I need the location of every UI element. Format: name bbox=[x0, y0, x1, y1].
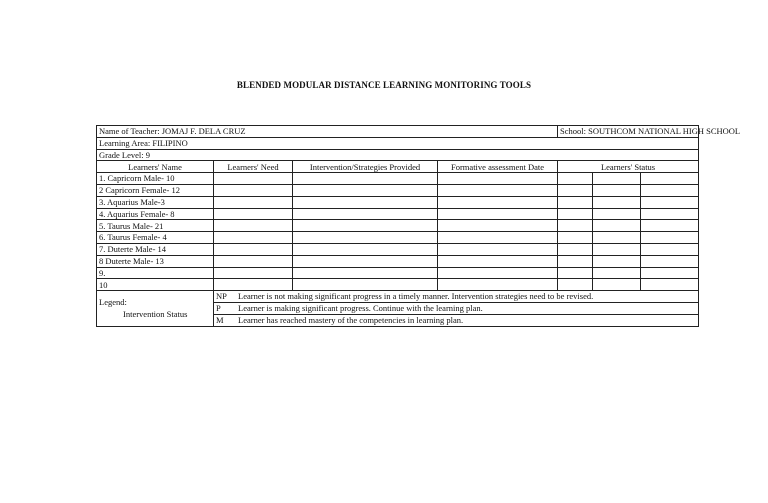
empty-cell bbox=[593, 173, 641, 185]
empty-cell bbox=[641, 279, 699, 291]
empty-cell bbox=[593, 220, 641, 232]
grade-level: Grade Level: 9 bbox=[97, 149, 699, 161]
empty-cell bbox=[641, 243, 699, 255]
learning-area: Learning Area: FILIPINO bbox=[97, 137, 699, 149]
empty-cell bbox=[641, 173, 699, 185]
empty-cell bbox=[214, 232, 293, 244]
empty-cell bbox=[641, 220, 699, 232]
legend-label-cell bbox=[97, 291, 214, 326]
learner-name: 10 bbox=[97, 279, 214, 291]
empty-cell bbox=[593, 243, 641, 255]
header-learners-status: Learners' Status bbox=[558, 161, 699, 173]
empty-cell bbox=[558, 184, 593, 196]
table-row bbox=[97, 232, 699, 244]
learner-name: 5. Taurus Male- 21 bbox=[97, 220, 214, 232]
empty-cell bbox=[593, 184, 641, 196]
empty-cell bbox=[214, 184, 293, 196]
empty-cell bbox=[438, 232, 558, 244]
empty-cell bbox=[558, 267, 593, 279]
empty-cell bbox=[593, 279, 641, 291]
teacher-school-row bbox=[97, 126, 699, 138]
learning-area-row bbox=[97, 137, 699, 149]
header-intervention: Intervention/Strategies Provided bbox=[293, 161, 438, 173]
empty-cell bbox=[641, 255, 699, 267]
empty-cell bbox=[593, 196, 641, 208]
empty-cell bbox=[293, 208, 438, 220]
empty-cell bbox=[593, 208, 641, 220]
empty-cell bbox=[438, 196, 558, 208]
table-row bbox=[97, 184, 699, 196]
legend-code: M bbox=[216, 314, 224, 325]
empty-cell bbox=[593, 232, 641, 244]
header-learners-need: Learners' Need bbox=[214, 161, 293, 173]
empty-cell bbox=[558, 208, 593, 220]
empty-cell bbox=[558, 196, 593, 208]
empty-cell bbox=[293, 243, 438, 255]
empty-cell bbox=[293, 232, 438, 244]
table-row bbox=[97, 255, 699, 267]
empty-cell bbox=[558, 232, 593, 244]
legend-text: Learner is not making significant progress in a timely manner. Intervention strategies need to be revised. bbox=[238, 291, 594, 302]
empty-cell bbox=[641, 196, 699, 208]
empty-cell bbox=[214, 196, 293, 208]
legend-label: Legend: bbox=[99, 297, 127, 308]
empty-cell bbox=[641, 267, 699, 279]
empty-cell bbox=[293, 267, 438, 279]
empty-cell bbox=[214, 173, 293, 185]
monitoring-table bbox=[96, 125, 741, 327]
empty-cell bbox=[593, 267, 641, 279]
legend-row bbox=[97, 291, 699, 303]
empty-cell bbox=[438, 243, 558, 255]
learner-name: 1. Capricorn Male- 10 bbox=[97, 173, 214, 185]
teacher-name: Name of Teacher: JOMAJ F. DELA CRUZ bbox=[97, 126, 558, 138]
empty-cell bbox=[214, 208, 293, 220]
header-formative-date: Formative assessment Date bbox=[438, 161, 558, 173]
empty-cell bbox=[641, 232, 699, 244]
header-learners-name: Learners' Name bbox=[97, 161, 214, 173]
table-row bbox=[97, 208, 699, 220]
empty-cell bbox=[293, 220, 438, 232]
learner-name: 6. Taurus Female- 4 bbox=[97, 232, 214, 244]
learner-name: 7. Duterte Male- 14 bbox=[97, 243, 214, 255]
empty-cell bbox=[438, 267, 558, 279]
legend-item-p bbox=[214, 302, 699, 314]
grade-level-row bbox=[97, 149, 699, 161]
empty-cell bbox=[214, 220, 293, 232]
empty-cell bbox=[558, 279, 593, 291]
empty-cell bbox=[293, 184, 438, 196]
empty-cell bbox=[558, 220, 593, 232]
empty-cell bbox=[558, 255, 593, 267]
legend-item-np bbox=[214, 291, 699, 303]
table-row bbox=[97, 220, 699, 232]
learner-name: 4. Aquarius Female- 8 bbox=[97, 208, 214, 220]
empty-cell bbox=[641, 184, 699, 196]
empty-cell bbox=[593, 255, 641, 267]
empty-cell bbox=[214, 243, 293, 255]
empty-cell bbox=[558, 243, 593, 255]
document-title: BLENDED MODULAR DISTANCE LEARNING MONITORING TOOLS bbox=[236, 80, 532, 90]
table-row bbox=[97, 196, 699, 208]
table-row bbox=[97, 173, 699, 185]
empty-cell bbox=[438, 184, 558, 196]
empty-cell bbox=[558, 173, 593, 185]
empty-cell bbox=[214, 279, 293, 291]
table-row bbox=[97, 267, 699, 279]
table-row bbox=[97, 279, 699, 291]
empty-cell bbox=[293, 196, 438, 208]
learner-name: 2 Capricorn Female- 12 bbox=[97, 184, 214, 196]
empty-cell bbox=[214, 255, 293, 267]
empty-cell bbox=[641, 208, 699, 220]
legend-item-m bbox=[214, 314, 699, 326]
legend-code: P bbox=[216, 303, 221, 314]
empty-cell bbox=[438, 173, 558, 185]
empty-cell bbox=[438, 255, 558, 267]
school-name: School: SOUTHCOM NATIONAL HIGH SCHOOL bbox=[558, 126, 699, 138]
learner-name: 3. Aquarius Male-3 bbox=[97, 196, 214, 208]
empty-cell bbox=[293, 255, 438, 267]
header-row bbox=[97, 161, 699, 173]
learner-rows bbox=[97, 173, 699, 291]
legend-code: NP bbox=[216, 291, 227, 302]
empty-cell bbox=[438, 279, 558, 291]
legend-sublabel: Intervention Status bbox=[123, 308, 188, 319]
learner-name: 9. bbox=[97, 267, 214, 279]
table-row bbox=[97, 243, 699, 255]
empty-cell bbox=[438, 220, 558, 232]
empty-cell bbox=[293, 279, 438, 291]
legend-text: Learner has reached mastery of the competencies in learning plan. bbox=[238, 314, 464, 325]
learner-name: 8 Duterte Male- 13 bbox=[97, 255, 214, 267]
empty-cell bbox=[293, 173, 438, 185]
empty-cell bbox=[438, 208, 558, 220]
empty-cell bbox=[214, 267, 293, 279]
legend-text: Learner is making significant progress. Continue with the learning plan. bbox=[238, 303, 483, 314]
